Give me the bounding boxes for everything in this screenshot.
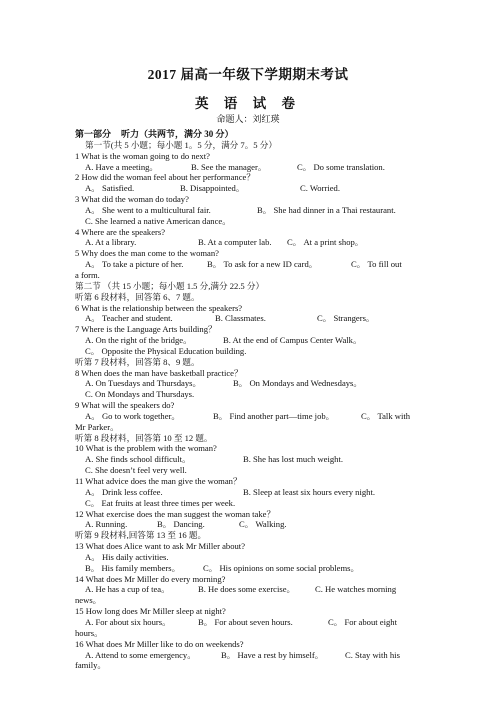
option-c: C。 At a print shop。: [287, 237, 364, 248]
question-10-option-c: C. She doesn’t feel very well.: [85, 465, 187, 476]
option-b: B。 Find another part—time job。: [213, 410, 335, 421]
question-5: 5 Why does the man come to the woman?: [75, 248, 219, 259]
option-a: A. He has a cup of tea。: [85, 584, 170, 595]
listening-section: [75, 129, 422, 671]
question-13-options-bc: [75, 563, 422, 574]
question-10-options-ab: [75, 454, 422, 465]
option-b: B. She has lost much weight.: [243, 454, 344, 465]
option-a: A. For about six hours。: [85, 616, 171, 627]
option-c: C。 Strangers。: [317, 313, 375, 324]
question-9-continued: Mr Parker。: [75, 421, 119, 432]
question-15-continued: hours。: [75, 627, 103, 638]
option-b: B. At a computer lab.: [198, 237, 272, 248]
option-a: A。 Satisfied.: [85, 183, 135, 194]
option-a: A. Have a meeting。: [85, 161, 159, 172]
option-b: B. Classmates.: [215, 313, 266, 324]
option-c: C. Worried.: [300, 183, 340, 194]
option-b: B。 His family members。: [85, 562, 181, 573]
section2-heading: 第二节 （共 15 小题；每小题 1.5 分,满分 22.5 分）: [75, 280, 265, 291]
question-11: 11 What advice does the man give the woman？: [75, 476, 242, 486]
question-12: 12 What exercise does the man suggest the woman take？: [75, 508, 276, 519]
option-b: B. Sleep at least six hours every night.: [243, 486, 375, 497]
option-a: A. Running.: [85, 519, 128, 530]
option-b: B. Disappointed。: [180, 183, 245, 194]
question-1: 1 What is the woman going to do next?: [75, 150, 210, 161]
question-13-option-a: A。 His daily activities.: [85, 551, 169, 562]
material-7-instruction: 听第 7 段材料，回答第 8、9 题。: [75, 356, 200, 367]
question-3-options-ab: [75, 205, 422, 216]
option-b: B. He does some exercise。: [198, 584, 296, 595]
option-a: A. At a library.: [85, 237, 137, 248]
question-7-options-ab: [75, 335, 422, 346]
option-c: C。 Talk with: [361, 410, 411, 421]
part-description: 听力（共两节，满分 30 分）: [121, 129, 234, 139]
option-c: C。 Do some translation.: [297, 161, 385, 172]
option-a: A。 To take a picture of her.: [85, 259, 184, 270]
option-c: C。 To fill out: [351, 259, 402, 270]
question-3: 3 What did the woman do today?: [75, 194, 189, 205]
exam-subtitle: 英 语 试 卷: [194, 96, 302, 111]
section1-heading: 第一节(共 5 小题；每小题 1。5 分，满分 7。5 分）: [85, 139, 277, 150]
question-16-continued: family。: [75, 660, 107, 671]
option-a: A. She finds school difficult。: [85, 454, 191, 465]
question-6-options: [75, 313, 422, 324]
option-b: B。 She had dinner in a Thai restaurant.: [257, 204, 396, 215]
question-16: 16 What does Mr Miller like to do on weekends?: [75, 638, 244, 649]
question-5-continued: a form.: [75, 269, 100, 280]
question-7-option-c: C。 Opposite the Physical Education building.: [85, 345, 247, 356]
question-9: 9 What will the speakers do?: [75, 400, 175, 411]
question-11-options-ab: [75, 487, 422, 498]
option-a: A. On the right of the bridge。: [85, 335, 192, 346]
question-8: 8 When does the man have basketball practice？: [75, 367, 243, 378]
question-14-options: [75, 584, 422, 595]
option-a: A。 She went to a multicultural fair.: [85, 204, 211, 215]
option-a: A. On Tuesdays and Thursdays。: [85, 378, 202, 389]
material-8-instruction: 听第 8 段材料，回答第 10 至 12 题。: [75, 432, 213, 443]
question-14-continued: news。: [75, 595, 102, 606]
question-5-options: [75, 259, 422, 270]
option-a: A。 Drink less coffee.: [85, 486, 163, 497]
question-4: 4 Where are the speakers?: [75, 226, 166, 237]
author-line: 命题人：刘红瑛: [216, 114, 280, 124]
question-2-options: [75, 183, 422, 194]
material-6-instruction: 听第 6 段材料，回答第 6、7 题。: [75, 291, 200, 302]
question-11-option-c: C。 Eat fruits at least three times per week.: [85, 497, 236, 508]
option-b: B。 For about seven hours.: [198, 616, 293, 627]
question-16-options: [75, 650, 422, 661]
question-14: 14 What does Mr Miller do every morning?: [75, 573, 226, 584]
question-15-options: [75, 617, 422, 628]
option-b: B. See the manager。: [191, 161, 267, 172]
option-c: C. He watches morning: [315, 584, 397, 595]
question-15: 15 How long does Mr Miller sleep at night?: [75, 606, 226, 617]
option-c: C。 Walking.: [239, 519, 287, 530]
question-13: 13 What does Alice want to ask Mr Miller about?: [75, 541, 246, 552]
question-12-options: [75, 519, 422, 530]
question-10: 10 What is the problem with the woman?: [75, 443, 217, 454]
question-4-options: [75, 237, 422, 248]
option-a: A。 Go to work together。: [85, 410, 180, 421]
exam-title: 2017 届高一年级下学期期末考试: [147, 67, 349, 82]
material-9-instruction: 听第 9 段材料,回答第 13 至 16 题。: [75, 530, 207, 541]
option-a: A. Attend to some emergency。: [85, 649, 196, 660]
option-b: B. At the end of Campus Center Walk。: [223, 335, 362, 346]
option-b: B。 Dancing.: [157, 519, 205, 530]
option-b: B。 To ask for a new ID card。: [207, 259, 318, 270]
part-label: 第一部分: [75, 129, 112, 139]
option-a: A。 Teacher and student.: [85, 313, 173, 324]
option-c: C. Stay with his: [345, 649, 400, 660]
question-6: 6 What is the relationship between the speakers?: [75, 302, 243, 313]
question-3-option-c: C. She learned a native American dance。: [85, 215, 231, 226]
question-9-options: [75, 411, 422, 422]
option-b: B。 Have a rest by himself。: [221, 649, 324, 660]
question-8-option-c: C. On Mondays and Thursdays.: [85, 389, 195, 400]
part1-heading: [75, 129, 422, 140]
question-1-options: [75, 162, 422, 173]
question-7: 7 Where is the Language Arts building？: [75, 324, 217, 335]
question-8-options-ab: [75, 378, 422, 389]
option-c: C。 For about eight: [328, 616, 397, 627]
question-2: 2 How did the woman feel about her performance？: [75, 172, 255, 183]
option-c: C。 His opinions on some social problems。: [203, 562, 360, 573]
option-b: B。 On Mondays and Wednesdays。: [233, 378, 362, 389]
